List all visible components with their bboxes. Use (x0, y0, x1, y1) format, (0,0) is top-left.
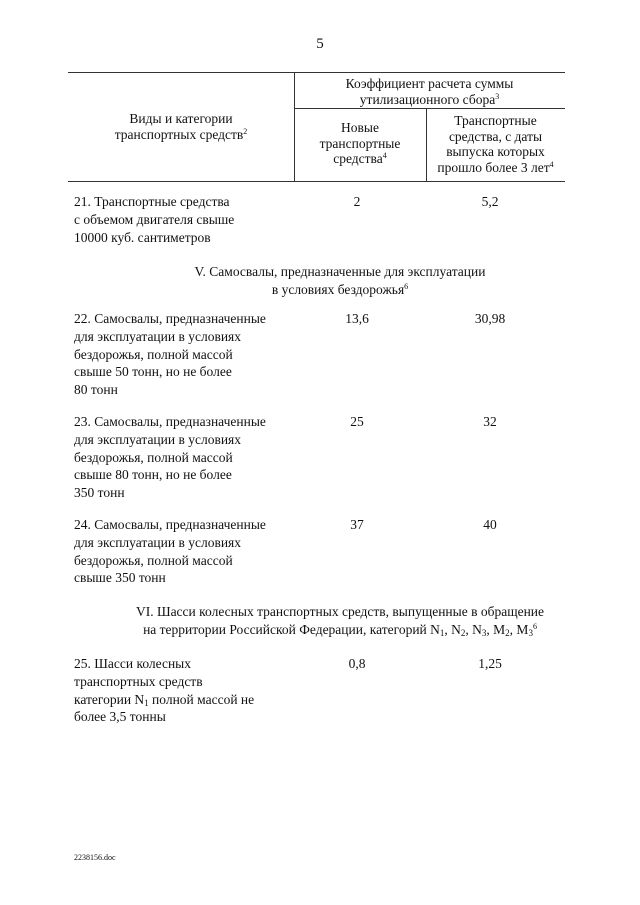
category-separator: , (509, 621, 517, 637)
row-22-used-coefficient: 30,98 (474, 311, 506, 326)
row-23-used-coefficient: 32 (483, 414, 497, 429)
row-25-used-coefficient: 1,25 (478, 656, 502, 671)
row-22-new-coefficient: 13,6 (345, 311, 369, 326)
row-label-text: полной массой не (148, 691, 255, 707)
footnote-mark: 6 (532, 621, 537, 631)
row-label-21 (74, 193, 304, 246)
coef-divider-rule (294, 108, 565, 109)
section-title-vi (40, 603, 640, 639)
category-subscript: 1 (144, 697, 149, 708)
category-separator: , (444, 621, 452, 637)
header-vehicle-types-text: транспортных средств (114, 126, 244, 142)
header-new-vehicles-line: Новые (341, 120, 379, 135)
row-label-line: свыше 350 тонн (74, 570, 166, 586)
row-label-line (74, 691, 304, 709)
section-title-line (40, 621, 640, 639)
row-label-line: 21. Транспортные средства (74, 194, 230, 209)
category-subscript: 2 (505, 627, 510, 638)
header-vehicle-types-line (68, 127, 294, 143)
row-label-25 (74, 655, 304, 726)
row-24-new-coefficient: 37 (350, 517, 364, 532)
category-letter: M (493, 621, 506, 637)
row-21-new-coefficient: 2 (353, 194, 361, 209)
row-21-used-coefficient: 5,2 (481, 194, 499, 209)
section-title-line (40, 281, 640, 299)
footnote-mark: 6 (404, 281, 409, 291)
row-label-line: 350 тонн (74, 485, 125, 501)
category-subscript: 2 (460, 627, 466, 638)
category-letter: N (451, 621, 461, 637)
section-title-v (40, 263, 640, 299)
section-title-text: на территории Российской Федерации, категорий N (143, 621, 440, 637)
header-used-vehicles-line: Транспортные (454, 113, 537, 128)
row-23-new-coefficient: 25 (350, 414, 364, 429)
footnote-mark: 3 (495, 91, 500, 101)
category-letter: N (472, 621, 482, 637)
footnote-mark: 4 (382, 151, 387, 160)
header-used-vehicles-line: средства, с даты (448, 128, 543, 144)
category-subscript: 3 (528, 627, 533, 638)
footnote-mark: 2 (243, 126, 248, 136)
category-subscript: 1 (439, 627, 445, 638)
row-label-line: 80 тонн (74, 382, 118, 398)
row-label-line: 23. Самосвалы, предназначенные (74, 414, 266, 429)
row-label-line: для эксплуатации в условиях (74, 431, 242, 447)
row-24-used-coefficient: 40 (483, 517, 497, 532)
header-coefficient-line (294, 92, 565, 108)
page-number: 5 (316, 36, 324, 52)
row-label-line: для эксплуатации в условиях (74, 534, 242, 550)
category-subscript: 3 (481, 627, 487, 638)
header-used-vehicles-line (426, 160, 565, 176)
header-used-vehicles (426, 113, 565, 175)
category-letter: M (516, 621, 529, 637)
row-label-line: 25. Шасси колесных (74, 656, 191, 671)
header-new-vehicles-text: средства (333, 151, 383, 166)
row-label-line: транспортных средств (74, 673, 203, 689)
row-label-line: бездорожья, полной массой (74, 552, 233, 568)
category-separator: , (465, 621, 473, 637)
row-label-line: более 3,5 тонны (74, 709, 166, 725)
row-label-22 (74, 310, 304, 399)
category-separator: , (486, 621, 494, 637)
document-filename: 2238156.doc (74, 853, 116, 862)
header-used-vehicles-text: прошло более 3 лет (437, 159, 550, 175)
header-vehicle-types (68, 111, 294, 142)
section-title-line: VI. Шасси колесных транспортных средств, выпущенные в обращение (135, 604, 545, 619)
row-label-line: с объемом двигателя свыше (74, 211, 235, 227)
row-label-line: свыше 80 тонн, но не более (74, 467, 232, 483)
row-label-line: 22. Самосвалы, предназначенные (74, 311, 266, 326)
header-coefficient-text: утилизационного сбора (359, 91, 496, 107)
header-new-vehicles (294, 120, 426, 167)
row-label-23 (74, 413, 304, 502)
row-label-line: свыше 50 тонн, но не более (74, 364, 232, 380)
header-new-vehicles-line: транспортные (319, 135, 401, 151)
row-label-line: бездорожья, полной массой (74, 346, 233, 362)
row-label-24 (74, 516, 304, 587)
row-label-line: для эксплуатации в условиях (74, 328, 242, 344)
footnote-mark: 4 (549, 159, 554, 169)
header-coefficient-line: Коэффициент расчета суммы (345, 76, 514, 91)
row-label-line: 24. Самосвалы, предназначенные (74, 517, 266, 532)
section-title-line: V. Самосвалы, предназначенные для эксплуатации (194, 264, 486, 279)
table-top-rule (68, 72, 565, 73)
header-new-vehicles-line (294, 151, 426, 167)
row-label-line: бездорожья, полной массой (74, 449, 233, 465)
row-label-line: 10000 куб. сантиметров (74, 229, 211, 245)
header-vehicle-types-line: Виды и категории (129, 111, 233, 126)
header-coefficient (294, 76, 565, 107)
header-used-vehicles-line: выпуска которых (446, 144, 545, 159)
header-bottom-rule (68, 181, 565, 182)
row-label-text: категории N (74, 691, 145, 707)
row-25-new-coefficient: 0,8 (348, 656, 366, 671)
section-title-text: в условиях бездорожья (271, 281, 405, 297)
